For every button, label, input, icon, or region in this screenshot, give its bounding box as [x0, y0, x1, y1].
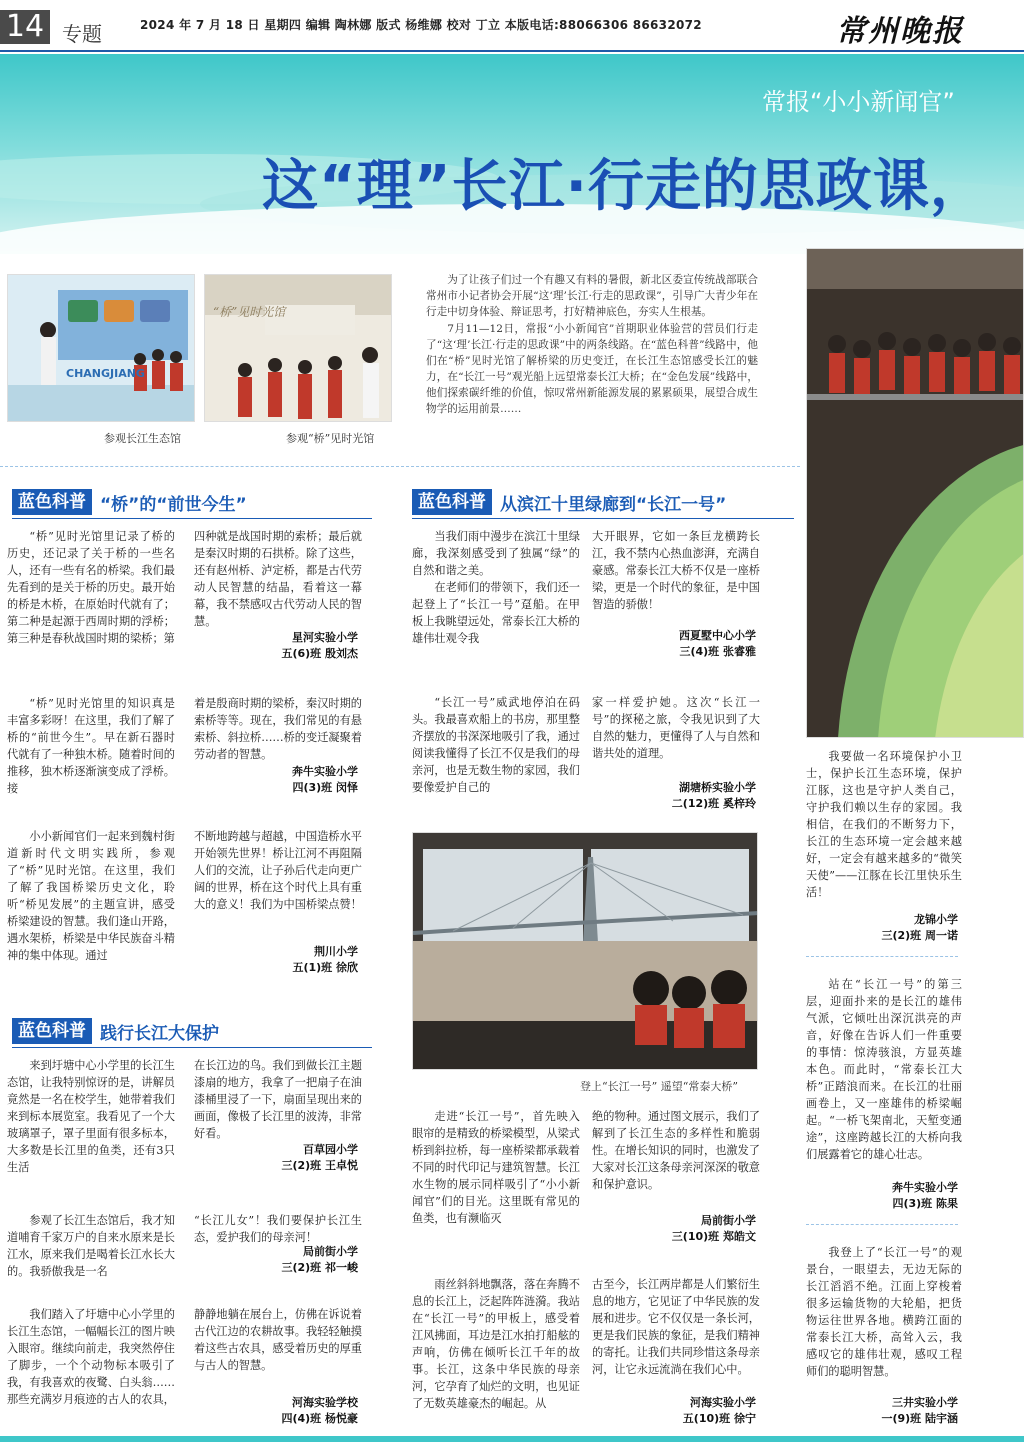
- author-name: 三(2)班 祁一峻: [281, 1261, 358, 1274]
- author-name: 四(3)班 陈果: [892, 1197, 958, 1210]
- author-name: 三(10)班 郑皓文: [671, 1230, 756, 1243]
- photo-sign-text: CHANGJIANG: [66, 367, 145, 380]
- school-name: 星河实验小学: [292, 631, 358, 644]
- photo-caption: 登上“长江一号” 遥望“常泰大桥”: [580, 1080, 738, 1093]
- author-name: 三(4)班 张睿雅: [679, 645, 756, 658]
- article-column: [7, 1057, 175, 1176]
- article-text: “长江一号”威武地停泊在码头。我最喜欢船上的书房，那里整齐摆放的书深深地吸引了我，通过阅读我懂得了长江不仅是我们的母亲河，也是无数生物的家园，我们要像爱护自己的: [412, 696, 580, 794]
- photo-group-on-ship-deck: [806, 248, 1024, 738]
- school-name: 湖塘桥实验小学: [679, 781, 756, 794]
- banner-kicker: 常报“小小新闻官”: [762, 88, 955, 116]
- masthead: [0, 0, 1024, 52]
- school-name: 三井实验小学: [892, 1396, 958, 1409]
- article-text: 绝的物种。通过图文展示，我们了解到了长江生态的多样性和脆弱性。在增长知识的同时，也激发了大家对长江这条母亲河深深的敬意和保护意识。: [592, 1110, 760, 1191]
- article-text: 参观了长江生态馆后，我才知道哺育千家万户的自来水原来是长江水，原来我们是喝着长江水长大的。我骄傲我是一名: [7, 1214, 175, 1278]
- article-text: 家一样爱护她。这次“长江一号”的探秘之旅，令我见识到了大自然的魅力，更懂得了人与自然和谐共处的道理。: [592, 696, 760, 760]
- article-signature: [194, 944, 358, 976]
- article-column: [194, 528, 362, 630]
- section-tag: 蓝色科普: [412, 489, 492, 515]
- article-signature: [806, 912, 958, 944]
- section-title: “桥”的“前世今生”: [100, 494, 247, 515]
- article-column: [806, 1244, 962, 1380]
- school-name: 局前街小学: [701, 1214, 756, 1227]
- article-column: [7, 695, 175, 797]
- intro-text: 7月11—12日，常报“小小新闻官”首期职业体验营的营员们行走了“这‘理’长江·行走的思政课”中的两条线路。在“蓝色科普”线路中，他们在“桥”见时光馆了解桥梁的历史变迁，在长江生态馆感受长江的魅力，在“长江一号”观光船上远望常泰长江大桥；在“金色发展”线路中，他们探索碳纤维的价值，惊叹常州新能源发展的累累硕果，展望合成生物学的运用前景……: [426, 323, 758, 415]
- article-text: 当我们雨中漫步在滨江十里绿廊，我深刻感受到了独属“绿”的自然和谐之美。: [412, 530, 580, 577]
- section-title: 践行长江大保护: [100, 1023, 219, 1044]
- page-bottom-bar: [0, 1436, 1024, 1442]
- article-column: [412, 1108, 580, 1227]
- article-column: [7, 1306, 175, 1408]
- article-signature: [194, 630, 358, 662]
- page-number: 14: [0, 10, 50, 44]
- section-header: [12, 489, 247, 515]
- article-column: [412, 694, 580, 796]
- article-signature: [194, 764, 358, 796]
- article-signature: [592, 1213, 756, 1245]
- section-divider: [0, 466, 800, 467]
- article-column: [412, 528, 580, 647]
- school-name: 局前街小学: [303, 1245, 358, 1258]
- article-signature: [806, 1395, 958, 1427]
- school-name: 河海实验学校: [292, 1396, 358, 1409]
- article-signature: [806, 1180, 958, 1212]
- article-text: 我们踏入了圩塘中心小学里的长江生态馆，一幅幅长江的图片映入眼帘。继续向前走，我突然停住了脚步，一个个动物标本吸引了我，有我喜欢的夜鹭、白头翁……那些充满岁月痕迹的古人的农具，: [7, 1308, 175, 1406]
- section-rule: [12, 518, 372, 519]
- article-text: 在长江边的鸟。我们到做长江主题漆扇的地方，我拿了一把扇子在油漆桶里浸了一下，扇面呈现出来的画面，像极了长江里的波涛，非常好看。: [194, 1059, 362, 1140]
- article-text: 小小新闻官们一起来到魏村街道新时代文明实践所，参观了“桥”见时光馆。在这里，我们了解了我国桥梁历史文化，聆听“桥见发展”的主题宣讲，感受桥梁建设的智慧。我们逢山开路，遇水架桥，桥梁是中华民族奋斗精神的集中体现。通过: [7, 830, 175, 962]
- school-name: 百草园小学: [303, 1143, 358, 1156]
- article-column: [7, 1212, 175, 1280]
- article-column: [7, 528, 175, 647]
- article-signature: [592, 1395, 756, 1427]
- section-divider: [806, 956, 958, 957]
- section-title: 从滨江十里绿廊到“长江一号”: [500, 494, 727, 515]
- author-name: 四(4)班 杨悦豪: [281, 1412, 358, 1425]
- article-column: [194, 828, 362, 913]
- article-column: [194, 1306, 362, 1374]
- author-name: 五(1)班 徐欣: [292, 961, 358, 974]
- article-text: 不断地跨越与超越，中国造桥水平开始领先世界！桥让江河不再阻隔人们的交流，让子孙后代走向更广阔的世界，桥在这个时代上具有重大的意义！我们为中国桥梁点赞！: [194, 830, 362, 911]
- article-signature: [194, 1142, 358, 1174]
- article-signature: [592, 628, 756, 660]
- article-signature: [194, 1395, 358, 1427]
- article-text: 雨丝斜斜地飘落，落在奔腾不息的长江上，泛起阵阵涟漪。我站在“长江一号”的甲板上，感受着江风拂面，耳边是江水拍打船舷的声响，仿佛在倾听长江千年的故事。长江，这条中华民族的母亲河，它孕育了灿烂的文明，也见证了无数英雄豪杰的崛起。从: [412, 1278, 580, 1410]
- photo-caption: 参观长江生态馆: [104, 432, 181, 445]
- section-rule: [412, 518, 794, 519]
- article-text: “桥”见时光馆里的知识真是丰富多彩呀！在这里，我们了解了桥的“前世今生”。早在新石器时代就有了一种独木桥。随着时间的推移，独木桥逐渐演变成了浮桥。接: [7, 697, 175, 795]
- article-column: [7, 828, 175, 964]
- article-signature: [592, 780, 756, 812]
- photo-bridge-view-from-ship: [412, 832, 758, 1070]
- school-name: 荆川小学: [314, 945, 358, 958]
- photo-bridge-museum-illustration: [205, 275, 392, 422]
- author-name: 五(10)班 徐宁: [682, 1412, 756, 1425]
- section-tag: 蓝色科普: [12, 489, 92, 515]
- article-column: [412, 1276, 580, 1412]
- photo-sign-text: “桥”见时光馆: [213, 305, 286, 319]
- article-column: [592, 528, 760, 613]
- article-column: [592, 1276, 760, 1378]
- article-column: [592, 694, 760, 762]
- article-signature: [194, 1244, 358, 1276]
- article-text: 我要做一名环境保护小卫士，保护长江生态环境，保护江豚，这也是守护人类自己，守护我们赖以生存的家园。我相信，在我们的不断努力下，长江的生态环境一定会越来越好，一定会有越来越多的“微笑天使”——江豚在长江里快乐生活！: [806, 750, 962, 899]
- section-divider: [806, 1224, 958, 1225]
- article-text: 着是殷商时期的梁桥，秦汉时期的索桥等等。现在，我们常见的有悬索桥、斜拉桥……桥的变迁凝聚着劳动者的智慧。: [194, 697, 362, 761]
- article-text: “桥”见时光馆里记录了桥的历史，还记录了关于桥的一些名人，还有一些有名的桥梁。我们最先看到的是关于桥的历史。最开始的桥是木桥，在原始时代就有了；第二种是起源于西周时期的浮桥；第三种是春秋战国时期的梁桥；第: [7, 530, 175, 645]
- intro-paragraph: [426, 272, 758, 418]
- school-name: 河海实验小学: [690, 1396, 756, 1409]
- article-column: [592, 1108, 760, 1193]
- section-tag: 蓝色科普: [12, 1018, 92, 1044]
- article-column: [194, 1212, 362, 1246]
- author-name: 二(12)班 奚梓玲: [671, 797, 756, 810]
- article-text: 四种就是战国时期的索桥；最后就是秦汉时期的石拱桥。除了这些，还有赵州桥、泸定桥，都是古代劳动人民智慧的结晶，看着这一幕幕，我不禁感叹古代劳动人民的智慧。: [194, 530, 362, 628]
- section-name: 专题: [62, 22, 102, 46]
- newspaper-logo: 常州晚报: [836, 14, 964, 49]
- school-name: 西夏墅中心小学: [679, 629, 756, 642]
- banner-headline: 这“理”长江·行走的思政课，: [262, 154, 987, 219]
- article-text: 来到圩塘中心小学里的长江生态馆，让我特别惊讶的是，讲解员竟然是一名在校学生，她带着我们来到标本展览室。我看见了一个大玻璃罩子，罩子里面有很多标本，大多数是长江里的鱼类，还有3只生活: [7, 1059, 175, 1174]
- photo-caption: 参观“桥”见时光馆: [286, 432, 375, 445]
- article-column: [194, 1057, 362, 1142]
- school-name: 奔牛实验小学: [892, 1181, 958, 1194]
- article-text: 古至今，长江两岸都是人们繁衍生息的地方，它见证了中华民族的发展和进步。它不仅仅是一条长河，更是我们民族的象征，是我们精神的寄托。让我们共同珍惜这条母亲河，让它永远流淌在我们心中。: [592, 1278, 760, 1376]
- author-name: 三(2)班 周一诺: [881, 929, 958, 942]
- section-rule: [12, 1047, 372, 1048]
- school-name: 奔牛实验小学: [292, 765, 358, 778]
- issue-info: 2024 年 7 月 18 日 星期四 编辑 陶林娜 版式 杨维娜 校对 丁立 本版电话:88066306 86632072: [140, 18, 702, 32]
- author-name: 三(2)班 王卓悦: [281, 1159, 358, 1172]
- photo-bridge-illustration: [413, 833, 758, 1070]
- photo-bridge-museum: [204, 274, 392, 422]
- article-text: “长江儿女”！我们要保护长江生态，爱护我们的母亲河！: [194, 1214, 362, 1244]
- article-text: 走进“长江一号”，首先映入眼帘的是精致的桥梁模型，从梁式桥到斜拉桥，每一座桥梁都承载着不同的时代印记与建筑智慧。长江水生物的展示同样吸引了“小小新闻官”们的目光。这里既有常见的鱼类，也有濒临灭: [412, 1110, 580, 1225]
- section-header: [412, 489, 726, 515]
- article-text: 大开眼界，它如一条巨龙横跨长江，我不禁内心热血澎湃，充满自豪感。常泰长江大桥不仅是一座桥梁，更是一个时代的象征，是中国智造的骄傲！: [592, 530, 760, 611]
- author-name: 一(9)班 陆宇涵: [881, 1412, 958, 1425]
- photo-group-illustration: [807, 249, 1024, 738]
- headline-banner: [0, 54, 1024, 254]
- section-header: [12, 1018, 219, 1044]
- article-column: [194, 695, 362, 763]
- author-name: 五(6)班 殷刘杰: [281, 647, 358, 660]
- photo-ecology-museum-illustration: [8, 275, 195, 422]
- article-text: 我登上了“长江一号”的观景台，一眼望去，无边无际的长江滔滔不绝。江面上穿梭着很多运输货物的大轮船，把货物运往世界各地。横跨江面的常泰长江大桥，高耸入云，我感叹它的雄伟壮观，感叹工程师们的聪明智慧。: [806, 1246, 962, 1378]
- article-text: 在老师们的带领下，我们还一起登上了“长江一号”趸船。在甲板上我眺望远处，常泰长江大桥的雄伟壮观令我: [412, 581, 580, 645]
- article-text: 站在“长江一号”的第三层，迎面扑来的是长江的雄伟气派，它倾吐出深沉洪亮的声音，好像在告诉人们一件重要的事情：惊涛骇浪，方显英雄本色。而此时，“常泰长江大桥”正踏浪而来。在长江的壮丽画卷上，又一座雄伟的桥梁崛起。“一桥飞架南北，天堑变通途”，这座跨越长江的大桥向我们展露着它的雄心壮志。: [806, 978, 962, 1161]
- article-text: 静静地躺在展台上，仿佛在诉说着古代江边的农耕故事。我轻轻触摸着这些古农具，感受着历史的厚重与古人的智慧。: [194, 1308, 362, 1372]
- photo-ecology-museum: [7, 274, 195, 422]
- article-column: [806, 748, 962, 901]
- article-column: [806, 976, 962, 1163]
- school-name: 龙锦小学: [914, 913, 958, 926]
- author-name: 四(3)班 闵怿: [292, 781, 358, 794]
- intro-text: 为了让孩子们过一个有趣又有料的暑假，新北区委宣传统战部联合常州市小记者协会开展“这‘理’长江·行走的思政课”，引导广大青少年在行走中切身体验、辩证思考，打好精神底色，夯实人生根基。: [426, 274, 758, 318]
